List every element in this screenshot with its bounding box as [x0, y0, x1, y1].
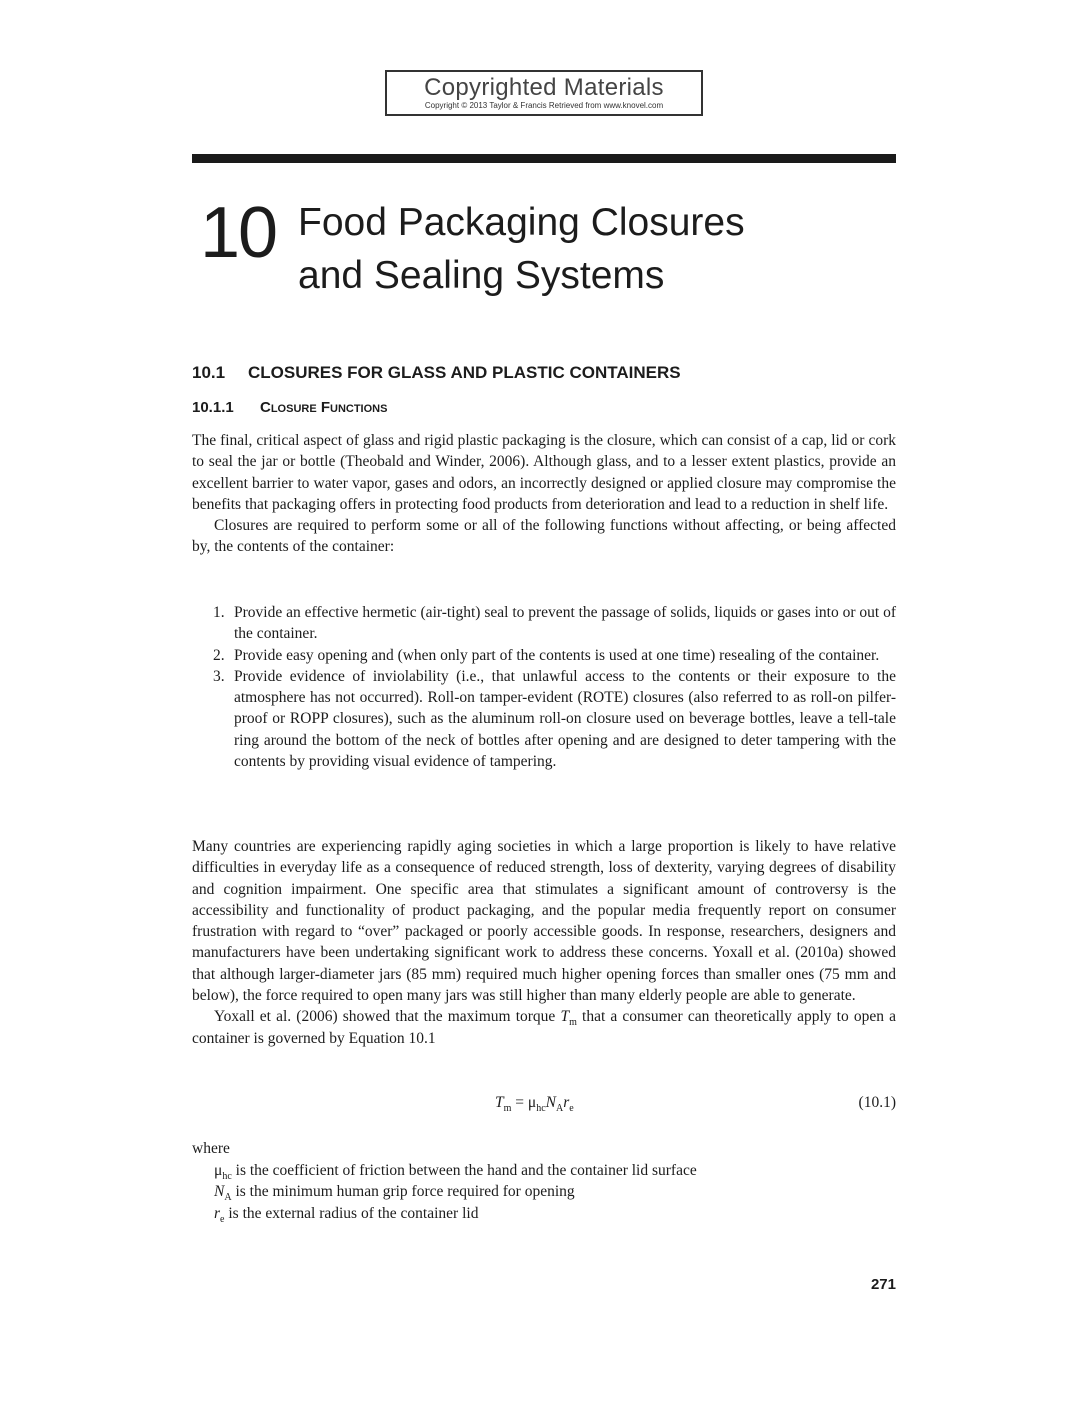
- def-symbol: μ: [214, 1162, 223, 1179]
- list-item-number: 3.: [213, 667, 225, 685]
- eq-lhs: T: [495, 1094, 504, 1111]
- variable-definitions: [214, 1160, 697, 1224]
- list-item: [192, 602, 896, 645]
- intro-text: [192, 430, 896, 558]
- section-title: CLOSURES FOR GLASS AND PLASTIC CONTAINERS: [248, 363, 681, 382]
- where-label: where: [192, 1140, 230, 1157]
- eq-r: r: [563, 1094, 570, 1111]
- chapter-title: [298, 196, 745, 302]
- section-number: 10.1: [192, 363, 226, 382]
- list-item-text: Provide evidence of inviolability (i.e., that unlawful access to the contents or their exposure to the atmosphere has not occurred). Roll-on tamper-evident (ROTE) closures (also referred to as roll-on pilfer-proof or ROPP closures), such as the aluminum roll-on closure used on beverage bottles, leave a tell-tale ring around the bottom of the neck of bottles after opening and are designed to deter tampering with the contents by providing visual evidence of tampering.: [234, 667, 896, 771]
- paragraph-4-end: that a consumer can theoretically apply to open a container is governed by Equation 10.1: [192, 1008, 896, 1047]
- equation-label: (10.1): [858, 1094, 896, 1111]
- eq-r-sub: e: [569, 1103, 574, 1115]
- def-symbol: N: [214, 1183, 225, 1201]
- list-item: [192, 666, 896, 772]
- list-item-text: Provide easy opening and (when only part of the contents is used at one time) resealing of the container.: [234, 646, 880, 664]
- paragraph-1: The final, critical aspect of glass and rigid plastic packaging is the closure, which can consist of a cap, lid or cork to seal the jar or bottle (Theobald and Winder, 2006). Although glass, and to a lesser extent plastics, provide an excellent barrier to water vapor, gases and odors, an incorrectly designed or applied closure may compromise the benefits that packaging offers in protecting food products from deterioration and lead to a reduction in shelf life.: [192, 432, 896, 513]
- torque-subscript: m: [569, 1017, 577, 1029]
- def-subscript: e: [220, 1213, 225, 1225]
- def-subscript: A: [224, 1192, 232, 1204]
- list-item-number: 1.: [213, 604, 225, 621]
- section-heading: [192, 362, 681, 384]
- def-text: is the external radius of the container lid: [224, 1204, 479, 1222]
- eq-equals: =: [511, 1094, 528, 1111]
- eq-mu: μ: [527, 1094, 537, 1111]
- paragraph-2: Closures are required to perform some or all of the following functions without affecting, or being affected by, the contents of the container:: [192, 517, 896, 556]
- def-text: is the coefficient of friction between the hand and the container lid surface: [231, 1162, 697, 1179]
- closure-functions-list: [192, 602, 896, 772]
- subsection-heading: [192, 398, 387, 418]
- copyright-stamp: [385, 70, 703, 116]
- list-item-number: 2.: [213, 646, 225, 664]
- eq-lhs-sub: m: [503, 1103, 512, 1115]
- def-subscript: hc: [222, 1171, 232, 1183]
- list-item: [192, 645, 896, 666]
- definition-n: [214, 1181, 697, 1202]
- chapter-number: 10: [200, 193, 277, 273]
- torque-symbol: T: [560, 1008, 570, 1026]
- eq-mu-sub: hc: [536, 1103, 546, 1115]
- chapter-rule: [192, 154, 896, 163]
- body-text: [192, 836, 896, 1049]
- def-symbol: r: [214, 1204, 221, 1222]
- eq-n: N: [545, 1094, 557, 1111]
- stamp-subtitle: Copyright © 2013 Taylor & Francis Retrieved from www.knovel.com: [424, 101, 664, 110]
- list-item-text: Provide an effective hermetic (air-tight) seal to prevent the passage of solids, liquids or gases into or out of the container.: [234, 604, 896, 643]
- page-number: 271: [870, 1276, 896, 1293]
- chapter-title-line1: Food Packaging Closures: [298, 201, 745, 244]
- def-text: is the minimum human grip force required for opening: [231, 1183, 575, 1201]
- equation-body: [495, 1092, 574, 1114]
- paragraph-4-start: Yoxall et al. (2006) showed that the maximum torque: [214, 1008, 561, 1026]
- eq-n-sub: A: [556, 1103, 564, 1115]
- subsection-number: 10.1.1: [192, 399, 234, 416]
- equation-10-1: [192, 1092, 896, 1114]
- chapter-title-line2: and Sealing Systems: [298, 254, 665, 297]
- definition-r: [214, 1203, 697, 1224]
- stamp-title: Copyrighted Materials: [424, 74, 664, 101]
- definition-mu: [214, 1160, 697, 1181]
- paragraph-3: Many countries are experiencing rapidly aging societies in which a large proportion is likely to have relative difficulties in everyday life as a consequence of reduced strength, loss of dexterity, varying degrees of disability and cognition impairment. One specific area that stimulates a significant amount of controversy is the accessibility and functionality of product packaging, and the popular media frequently report on consumer frustration with regard to “over” packaged or poorly accessible goods. In response, researchers, designers and manufacturers have been undertaking significant work to address these concerns. Yoxall et al. (2010a) showed that although larger-diameter jars (85 mm) required much higher opening forces than smaller ones (75 mm and below), the force required to open many jars was still higher than many elderly people are able to generate.: [192, 838, 896, 1005]
- subsection-title: Closure Functions: [260, 399, 388, 416]
- paragraph-4: [192, 1006, 896, 1049]
